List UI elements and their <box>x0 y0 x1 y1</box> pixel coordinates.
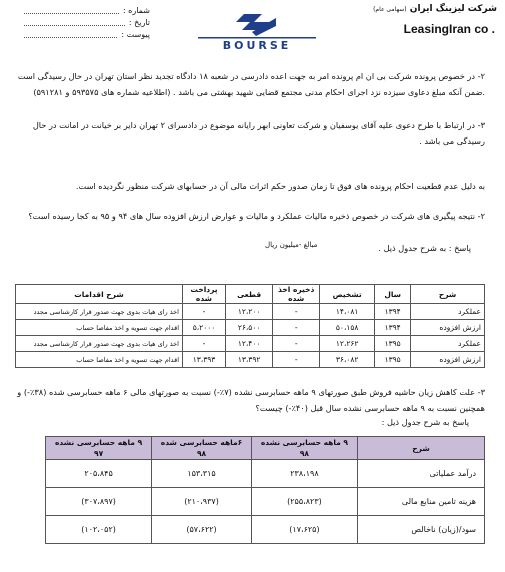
cell: ارزش افزوده <box>411 352 485 368</box>
cell: ۵۰،۱۵۸ <box>320 320 375 336</box>
paragraph-2: ۲- در خصوص پرونده شرکت بی ان ام پرونده امر به جهت اعده دادرسی در شعبه ۱۸ دادگاه تجدید نظر استان تهران در حال رسیدگی است .ضمن آنکه مبلغ دعاوی سیزده نزد اجرای احکام مدنی مجتمع قضایی شهید بهشتی می باشد . (اطلاعیه شماره های ۵۹۳۵۷۵ و ۵۹۱۲۸۱) <box>17 71 485 97</box>
cell: اخذ رای هیات بدوی جهت صدور قرار کارشناسی مجدد <box>16 336 183 352</box>
bourse-logo <box>192 12 322 52</box>
table-row <box>46 488 485 516</box>
cell: ۱۲،۲۶۲ <box>320 336 375 352</box>
cell: - <box>183 336 226 352</box>
summary-paragraph: به دلیل عدم قطعیت احکام پرونده های فوق تا زمان صدور حکم اثرات مالی آن در حسابهای شرکت منظور نگردیده است. <box>75 181 485 191</box>
cell: (۲۱۰،۹۳۷) <box>152 488 252 516</box>
col-assessment: تشخیص <box>320 285 375 304</box>
cell: ۱۳۹۵ <box>375 352 411 368</box>
margin-table <box>45 436 485 544</box>
company-name-fa: شرکت لیزینگ ایران <box>409 4 497 14</box>
col-9m-97 <box>46 437 152 460</box>
margin-table-header <box>46 437 485 460</box>
header-year: ۹۸ <box>299 449 310 458</box>
cell: (۱۷،۶۲۵) <box>251 516 357 544</box>
col-final: قطعی <box>226 285 273 304</box>
attach-field <box>20 28 150 40</box>
cell: (۳۰۷،۸۹۷) <box>46 488 152 516</box>
company-name-en: LeasingIran co . <box>403 22 495 36</box>
table-row <box>16 304 485 320</box>
cell: عملکرد <box>411 304 485 320</box>
col-6m-98 <box>152 437 252 460</box>
date-field <box>20 16 150 28</box>
date-label: تاریخ : <box>128 17 150 27</box>
paragraph-3: ۳- در ارتباط با طرح دعوی علیه آقای یوسفیان و شرکت تعاونی ابهر رایانه موضوع در دادسرای ۲ تهران دایر بر خیانت در امانت در حال رسیدگی می باشد . <box>32 120 485 146</box>
cell: ۱۴،۰۸۱ <box>320 304 375 320</box>
question-2: ۲- نتیجه پیگیری های شرکت در خصوص ذخیره مالیات عملکرد و مالیات و عوارض ارزش افزوده سال های ۹۴ و ۹۵ به کجا رسیده است؟ <box>28 211 485 221</box>
cell: ۱۳،۳۹۳ <box>183 352 226 368</box>
table-row <box>16 352 485 368</box>
col-year: سال <box>375 285 411 304</box>
number-label: شماره : <box>122 5 150 15</box>
col-reserve: ذخیره اخذ شده <box>273 285 320 304</box>
cell: ۱۳۹۴ <box>375 304 411 320</box>
header-label: شرح <box>412 443 430 453</box>
cell: ۱۳۹۵ <box>375 336 411 352</box>
tax-table <box>15 284 485 368</box>
header-label: ۶ماهه حسابرسی شده <box>160 438 243 447</box>
col-actions: شرح اقدامات <box>16 285 183 304</box>
cell: ۱۳،۳۹۲ <box>226 352 273 368</box>
table-row <box>16 320 485 336</box>
table-unit: مبالغ -میلیون ریال <box>265 241 318 249</box>
header-year: ۹۸ <box>196 449 207 458</box>
letter-fields <box>20 4 150 40</box>
col-desc: شرح <box>411 285 485 304</box>
cell: ۱۵۳،۳۱۵ <box>152 460 252 488</box>
cell: ۲۳۸،۱۹۸ <box>251 460 357 488</box>
cell: ۱۲،۴۰۰ <box>226 336 273 352</box>
cell: ۲۰۵،۸۴۵ <box>46 460 152 488</box>
cell: ۱۲،۲۰۰ <box>226 304 273 320</box>
attach-label: پیوست : <box>121 29 150 39</box>
cell: هزینه تامین منابع مالی <box>358 488 485 516</box>
cell: ۱۳۹۴ <box>375 320 411 336</box>
answer-3: پاسخ به شرح جدول ذیل : <box>381 417 469 427</box>
cell: سود/(زیان) ناخالص <box>358 516 485 544</box>
cell: - <box>273 352 320 368</box>
tax-table-header <box>16 285 485 304</box>
header-label: ۹ ماهه حسابرسی نشده <box>55 438 143 447</box>
answer-2: پاسخ : به شرح جدول ذیل . <box>378 243 471 253</box>
col-desc <box>358 437 485 460</box>
number-field <box>20 4 150 16</box>
col-paid: پرداخت شده <box>183 285 226 304</box>
cell: اخذ رای هیات بدوی جهت صدور قرار کارشناسی مجدد <box>16 304 183 320</box>
company-name <box>373 4 497 14</box>
cell: - <box>273 304 320 320</box>
cell: ۲۶،۵۰۰ <box>226 320 273 336</box>
cell: (۱۰۲،۰۵۲) <box>46 516 152 544</box>
cell: ارزش افزوده <box>411 320 485 336</box>
col-9m-98 <box>251 437 357 460</box>
cell: (۲۵۵،۸۲۳) <box>251 488 357 516</box>
table-row <box>46 460 485 488</box>
table-row <box>46 516 485 544</box>
cell: - <box>183 304 226 320</box>
cell: - <box>273 320 320 336</box>
table-row <box>16 336 485 352</box>
cell: - <box>273 336 320 352</box>
header-label: ۹ ماهه حسابرسی نشده <box>260 438 348 447</box>
logo-text: BOURSE <box>222 39 292 52</box>
cell: ۵،۲۰۰۰ <box>183 320 226 336</box>
question-3: ۳- علت کاهش زیان حاشیه فروش طبق صورتهای ۹ ماهه حسابرسی نشده (۷٪-) نسبت به صورتهای مالی ۶ ماهه حسابرسی شده (۳۸٪-) و همچنین نسبت به ۹ ماهه حسابرسی نشده سال قبل (۴۰٪-) چیست؟ <box>17 387 485 413</box>
cell: عملکرد <box>411 336 485 352</box>
header-year: ۹۷ <box>94 449 104 458</box>
cell: اقدام جهت تسویه و اخذ مفاصا حساب <box>16 352 183 368</box>
cell: درآمد عملیاتی <box>358 460 485 488</box>
cell: (۵۷،۶۲۲) <box>152 516 252 544</box>
cell: ۳۶،۰۸۲ <box>320 352 375 368</box>
cell: اقدام جهت تسویه و اخذ مفاصا حساب <box>16 320 183 336</box>
company-type: (سهامی عام) <box>373 6 407 13</box>
